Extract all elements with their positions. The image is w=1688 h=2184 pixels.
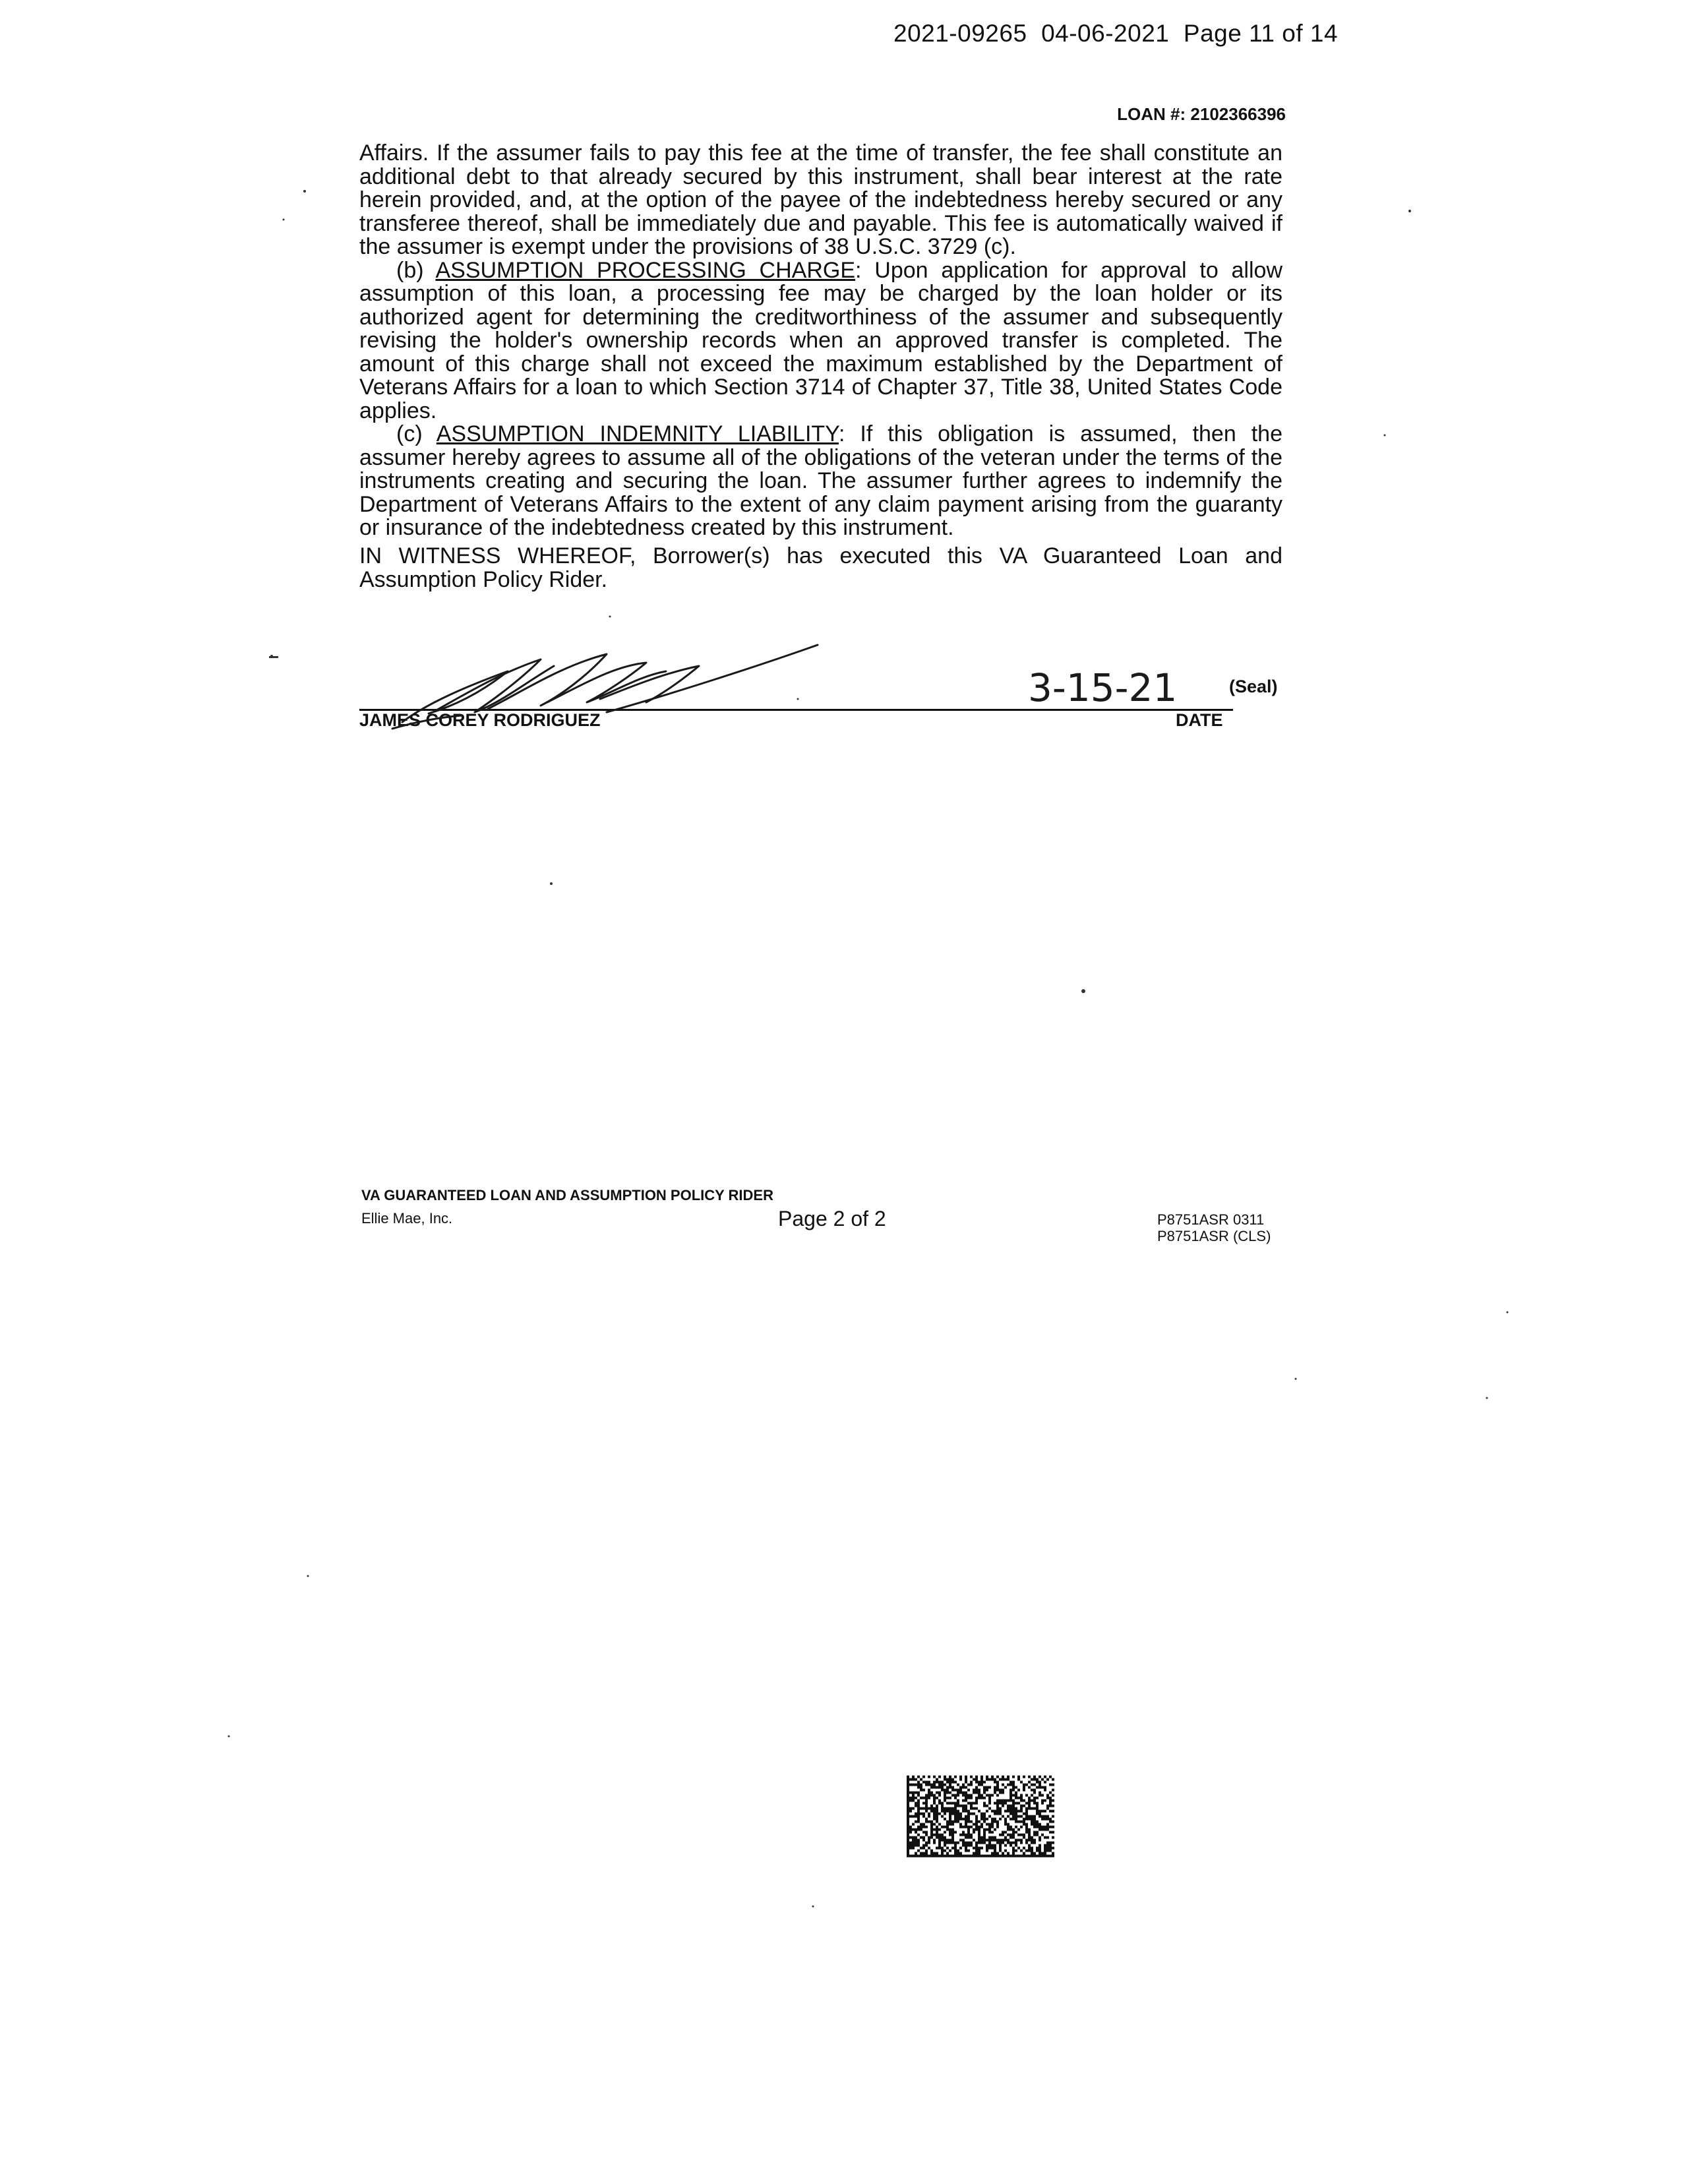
witness-clause: IN WITNESS WHEREOF, Borrower(s) has executed this VA Guaranteed Loan and Assumption Policy Rider. xyxy=(359,543,1282,592)
signer-name: JAMES COREY RODRIGUEZ xyxy=(359,710,601,730)
paragraph-b xyxy=(359,259,1282,423)
rider-body xyxy=(359,142,1282,540)
paragraph-b-text: : Upon application for approval to allow assumption of this loan, a processing fee may be charged by the loan holder or its authorized agent for determining the creditworthiness of the assumer and subsequently revising the holder's ownership records when an approved transfer is completed. The amount of this charge shall not exceed the maximum established by the Department of Veterans Affairs for a loan to which Section 3714 of Chapter 37, Title 38, United States Code applies. xyxy=(359,257,1282,423)
footer-form-code-1: P8751ASR 0311 xyxy=(1157,1211,1265,1228)
recording-stamp: 2021-09265 04-06-2021 Page 11 of 14 xyxy=(893,20,1339,47)
datamatrix-barcode xyxy=(907,1775,1054,1858)
paragraph-c-text: : If this obligation is assumed, then the assumer hereby agrees to assume all of the obligations of the veteran under the terms of the instruments creating and securing the loan. The assumer further agrees to indemnify the Department of Veterans Affairs to the extent of any claim payment arising from the guaranty or insurance of the indebtedness created by this instrument. xyxy=(359,421,1282,540)
footer-form-codes xyxy=(1157,1211,1271,1244)
footer-page-number: Page 2 of 2 xyxy=(778,1207,886,1230)
loan-number: LOAN #: 2102366396 xyxy=(1117,104,1286,124)
paragraph-c-prefix: (c) xyxy=(396,421,437,446)
paragraph-a-continued: Affairs. If the assumer fails to pay this fee at the time of transfer, the fee shall constitute an additional debt to that already secured by this instrument, shall bear interest at the rate herein provided, and, at the option of the payee of the indebtedness hereby secured or any transferee thereof, shall be immediately due and payable. This fee is automatically waived if the assumer is exempt under the provisions of 38 U.S.C. 3729 (c). xyxy=(359,140,1282,259)
paragraph-c xyxy=(359,423,1282,540)
seal-label: (Seal) xyxy=(1229,677,1278,696)
paragraph-c-heading: ASSUMPTION INDEMNITY LIABILITY xyxy=(436,421,839,446)
date-label: DATE xyxy=(1176,710,1223,730)
svg-text:3-15-21: 3-15-21 xyxy=(1028,665,1178,710)
handwritten-signature xyxy=(389,640,824,732)
footer-company: Ellie Mae, Inc. xyxy=(361,1210,453,1227)
handwritten-date xyxy=(1025,663,1197,710)
footer-form-code-2: P8751ASR (CLS) xyxy=(1157,1228,1271,1244)
footer-form-title: VA GUARANTEED LOAN AND ASSUMPTION POLICY RIDER xyxy=(361,1187,773,1203)
paragraph-b-heading: ASSUMPTION PROCESSING CHARGE xyxy=(435,257,856,283)
paragraph-b-prefix: (b) xyxy=(396,257,436,283)
